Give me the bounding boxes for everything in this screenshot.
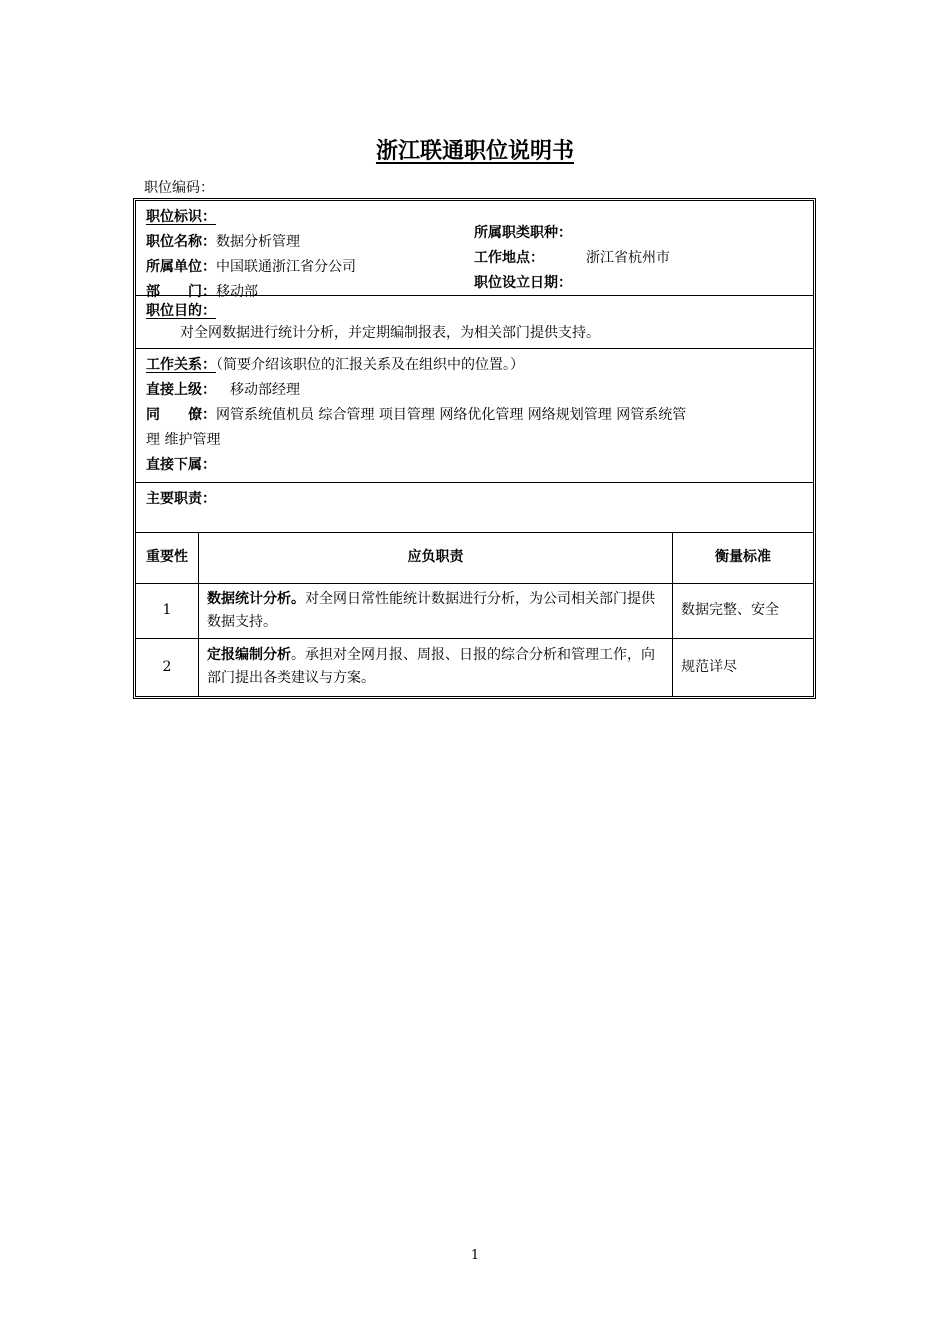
importance-cell: 2: [136, 638, 199, 696]
peers-value-line1: 网管系统值机员 综合管理 项目管理 网络优化管理 网络规划管理 网管系统管: [216, 407, 687, 423]
department-label: 部 门：: [146, 284, 216, 300]
duties-table: [136, 533, 813, 696]
table-row: [136, 638, 813, 696]
duty-title: 数据统计分析。: [207, 590, 305, 607]
subordinates-label: 直接下属：: [146, 457, 216, 473]
duty-header: 应负职责: [199, 533, 673, 583]
position-name-value: 数据分析管理: [216, 234, 300, 250]
page-number: 1: [470, 1248, 480, 1263]
category-label: 所属职类职种：: [474, 225, 572, 241]
establish-date-label: 职位设立日期：: [474, 275, 572, 291]
department-value: 移动部: [216, 284, 258, 300]
superior-value: 移动部经理: [230, 382, 300, 398]
identity-heading: 职位标识：: [146, 209, 216, 225]
identity-left-column: [146, 205, 356, 305]
purpose-text: 对全网数据进行统计分析，并定期编制报表，为相关部门提供支持。: [180, 325, 600, 341]
duty-cell: [199, 583, 673, 638]
standard-cell: 规范详尽: [673, 638, 814, 696]
duties-header-row: [136, 533, 813, 583]
duty-text: 。承担对全网月报、周报、日报的综合分析和管理工作，向部门提出各类建议与方案。: [207, 647, 655, 687]
superior-label: 直接上级：: [146, 382, 216, 398]
purpose-heading: 职位目的：: [146, 303, 216, 319]
position-name-label: 职位名称：: [146, 234, 216, 250]
table-row: [136, 583, 813, 638]
duties-section: [136, 483, 813, 533]
identity-section: [136, 201, 813, 300]
duties-heading: 主要职责：: [146, 491, 216, 507]
relations-note: （简要介绍该职位的汇报关系及在组织中的位置。）: [216, 357, 524, 373]
duty-text: 对全网日常性能统计数据进行分析，为公司相关部门提供数据支持。: [207, 590, 655, 630]
unit-value: 中国联通浙江省分公司: [216, 259, 356, 275]
peers-value-line2: 理 维护管理: [146, 432, 221, 448]
duty-cell: [199, 638, 673, 696]
relations-heading: 工作关系：: [146, 357, 216, 373]
duty-title: 定报编制分析: [207, 647, 291, 664]
importance-cell: 1: [136, 583, 199, 638]
location-value: 浙江省杭州市: [586, 250, 670, 266]
location-label: 工作地点：: [474, 250, 544, 266]
importance-header: 重要性: [136, 533, 199, 583]
relations-section: [136, 349, 813, 483]
identity-right-column: [474, 221, 670, 296]
standard-header: 衡量标准: [673, 533, 814, 583]
position-code-label: 职位编码：: [144, 180, 214, 196]
job-description-form: [133, 198, 816, 699]
document-title: 浙江联通职位说明书: [375, 139, 574, 164]
peers-label: 同 僚：: [146, 407, 216, 423]
unit-label: 所属单位：: [146, 259, 216, 275]
standard-cell: 数据完整、安全: [673, 583, 814, 638]
